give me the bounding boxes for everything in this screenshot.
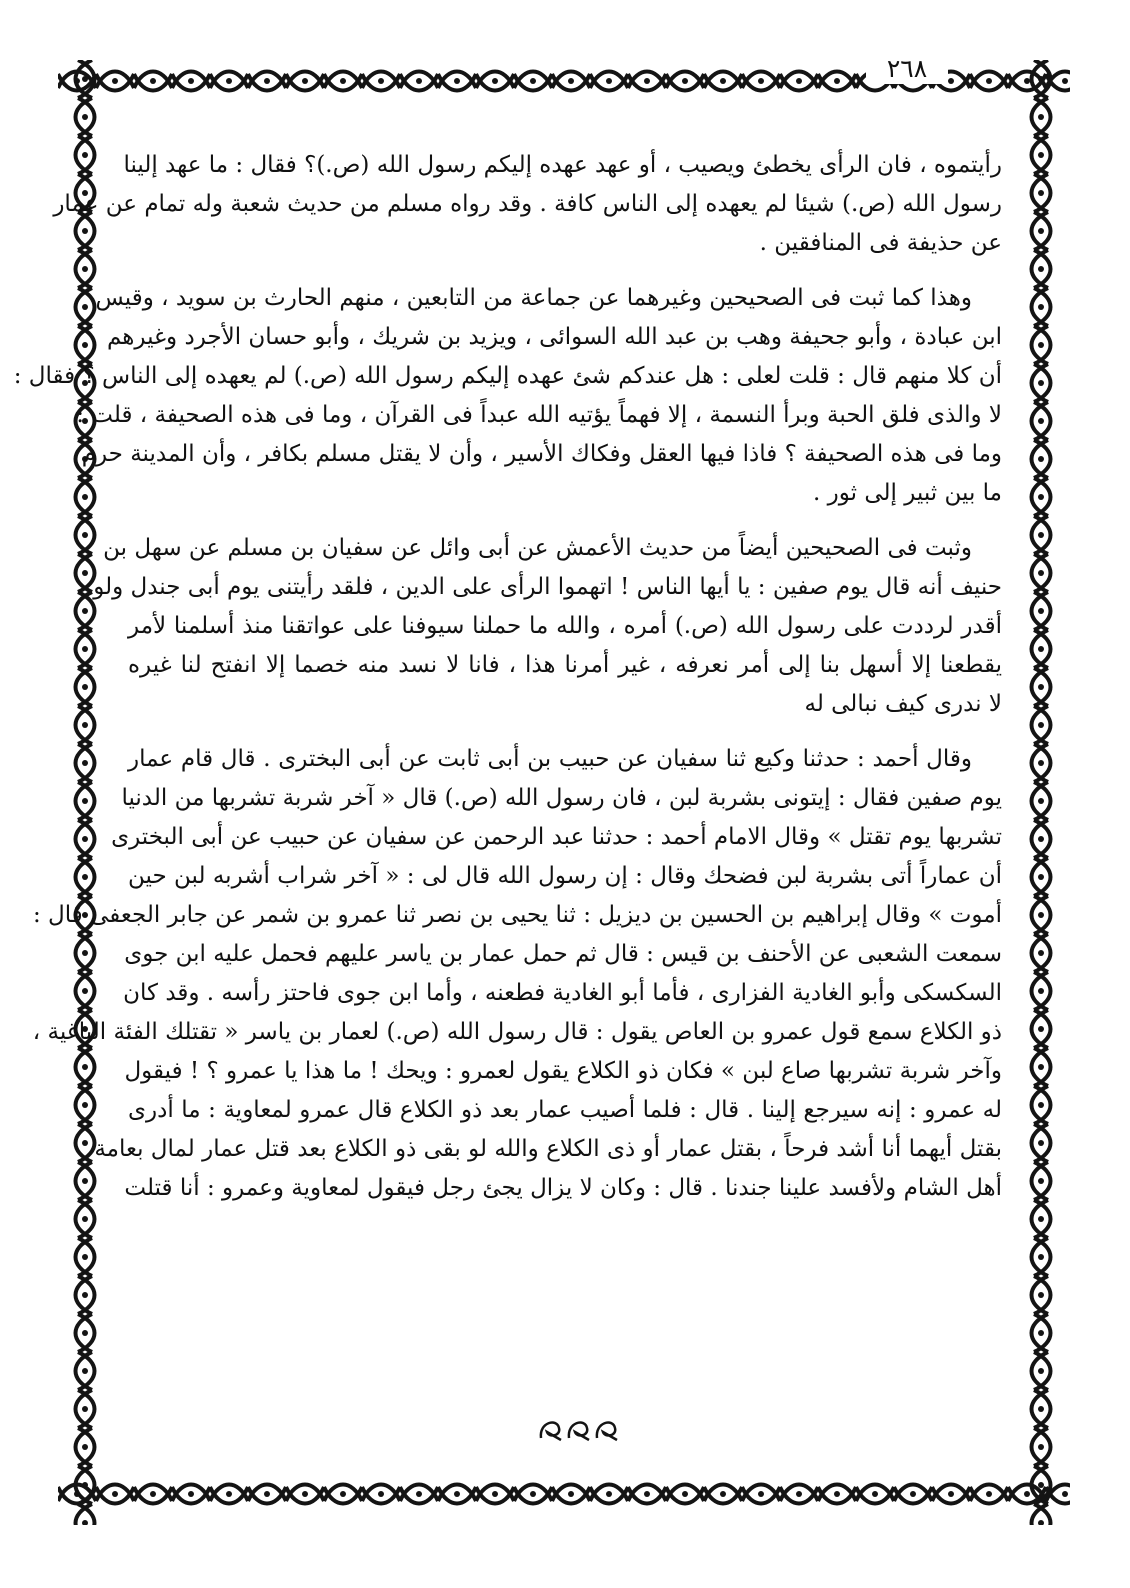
text-line: لا والذى فلق الحبة وبرأ النسمة ، إلا فهماً يؤتيه الله عبداً فى القرآن ، وما فى هذه الصحيفة ، قلت : [76,402,1002,428]
text-line: سمعت الشعبى عن الأحنف بن قيس : قال ثم حمل عمار بن ياسر عليهم فحمل عليه ابن جوى [124,941,1002,967]
text-line: وثبت فى الصحيحين أيضاً من حديث الأعمش عن أبى وائل عن سفيان بن مسلم عن سهل بن [103,535,972,561]
paragraph-2 [13,279,1002,513]
text-line: أقدر لرددت على رسول الله (ص.) أمره ، والله ما حملنا سيوفنا على عواتقنا منذ أسلمنا لأمر [128,613,1002,639]
text-line: بقتل أيهما أنا أشد فرحاً ، بقتل عمار أو ذى الكلاع والله لو بقى ذو الكلاع بعد قتل عمار لمال بعامة [94,1136,1002,1162]
paragraph-1 [53,146,1002,263]
paragraph-3 [93,529,1002,724]
text-line: أن عماراً أتى بشربة لبن فضحك وقال : إن رسول الله قال لى : « آخر شراب أشربه لبن حين [128,863,1002,889]
text-line: أن كلا منهم قال : قلت لعلى : هل عندكم شئ عهده إليكم رسول الله (ص.) لم يعهده إلى الناس ؟ فقال : [13,363,1002,389]
text-line: تشربها يوم تقتل » وقال الامام أحمد : حدثنا عبد الرحمن عن سفيان عن حبيب عن أبى البخترى [111,824,1002,850]
border-right-ornament [1012,60,1070,1525]
rope-ornament-right [1012,60,1070,1525]
text-line: أهل الشام ولأفسد علينا جندنا . قال : وكان لا يزال يجئ رجل فيقول لمعاوية وعمرو : أنا قتلت [124,1175,1002,1201]
text-line: لا ندرى كيف نبالى له [804,691,1002,717]
text-line: له عمرو : إنه سيرجع إلينا . قال : فلما أصيب عمار بعد ذو الكلاع قال عمرو لمعاوية : ما أدرى [128,1097,1002,1123]
rope-ornament-bottom [58,1465,1070,1525]
border-bottom-ornament [58,1465,1070,1525]
text-line: حنيف أنه قال يوم صفين : يا أيها الناس ! اتهموا الرأى على الدين ، فلقد رأيتنى يوم أبى جندل ولو [93,574,1002,600]
text-line: يقطعنا إلا أسهل بنا إلى أمر نعرفه ، غير أمرنا هذا ، فانا لا نسد منه خصما إلا انفتح لنا غيره [128,652,1002,678]
text-line: السكسكى وأبو الغادية الفزارى ، فأما أبو الغادية فطعنه ، وأما ابن جوى فاحتز رأسه . وقد كان [123,980,1002,1006]
text-line: عن حذيفة فى المنافقين . [759,230,1002,256]
text-line: وهذا كما ثبت فى الصحيحين وغيرهما عن جماعة من التابعين ، منهم الحارث بن سويد ، وقيس [95,285,972,311]
text-line: رأيتموه ، فان الرأى يخطئ ويصيب ، أو عهد عهده إليكم رسول الله (ص.)؟ فقال : ما عهد إلينا [123,152,1002,178]
text-line: وقال أحمد : حدثنا وكيع ثنا سفيان عن حبيب بن أبى ثابت عن أبى البخترى . قال قام عمار [128,746,972,772]
text-line: أموت » وقال إبراهيم بن الحسين بن ديزيل : ثنا يحيى بن نصر ثنا عمرو بن شمر عن جابر الجعفى قال : [33,902,1002,928]
text-line: وآخر شربة تشربها صاع لبن » فكان ذو الكلاع يقول لعمرو : ويحك ! ما هذا يا عمرو ؟ ! فيقول [124,1058,1002,1084]
end-flourish-icon [535,1414,623,1444]
text-line: ما بين ثبير إلى ثور . [813,480,1002,506]
text-body [13,146,1002,1208]
paragraph-4 [32,740,1002,1208]
text-line: ذو الكلاع سمع قول عمرو بن العاص يقول : قال رسول الله (ص.) لعمار بن ياسر « تقتلك الفئة الباغية ، [32,1019,1002,1045]
text-line: يوم صفين فقال : إيتونى بشربة لبن ، فان رسول الله (ص.) قال « آخر شربة تشربها من الدنيا [121,785,1002,811]
page-number: ٢٦٨ [866,54,948,84]
text-line: رسول الله (ص.) شيئا لم يعهده إلى الناس كافة . وقد رواه مسلم من حديث شعبة وله تمام عن عمار [53,191,1002,217]
text-line: ابن عبادة ، وأبو جحيفة وهب بن عبد الله السوائى ، ويزيد بن شريك ، وأبو حسان الأجرد وغيرهم [106,324,1002,350]
text-line: وما فى هذه الصحيفة ؟ فاذا فيها العقل وفكاك الأسير ، وأن لا يقتل مسلم بكافر ، وأن المدينة حرم [81,441,1002,467]
